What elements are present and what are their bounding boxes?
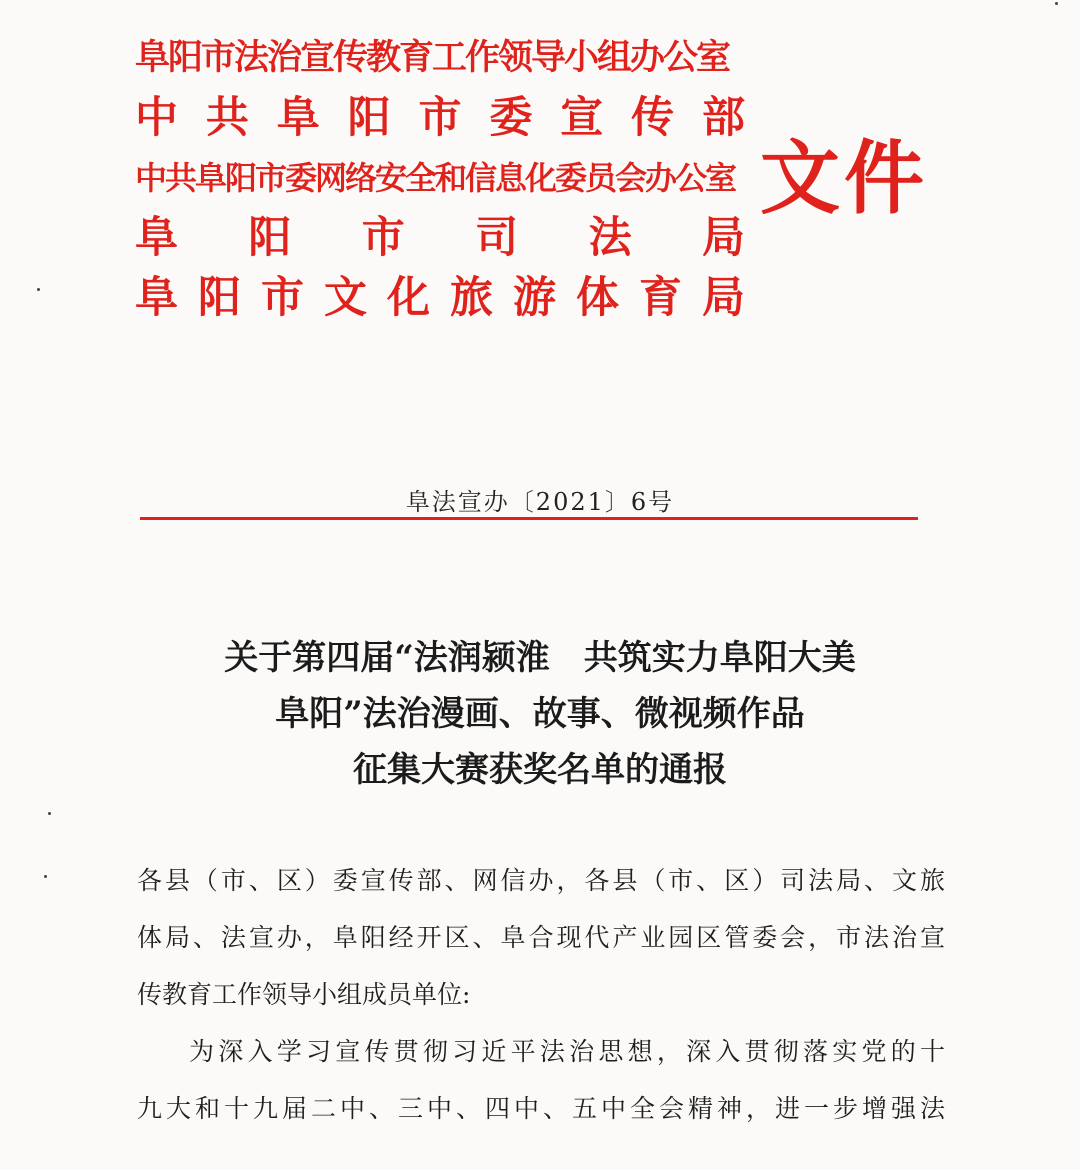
issuing-authorities <box>135 28 745 328</box>
body-line: 传教育工作领导小组成员单位: <box>137 980 471 1009</box>
issuer-propaganda-department: 中 共 阜 阳 市 委 宣 传 部 <box>135 93 745 143</box>
document-type-label: 文件 <box>760 131 928 225</box>
body-line: 为深入学习宣传贯彻习近平法治思想，深入贯彻落实党的十 <box>189 1037 945 1066</box>
title-line: 征集大赛获奖名单的通报 <box>353 750 727 790</box>
scan-speck <box>44 875 47 878</box>
scan-speck <box>37 288 40 291</box>
scan-speck <box>48 812 51 815</box>
issuer-justice-bureau: 阜 阳 市 司 法 局 <box>135 213 745 263</box>
title-line: 关于第四届“法润颍淮 共筑实力阜阳大美 <box>224 638 856 678</box>
document-number: 阜法宣办〔2021〕6号 <box>405 488 675 516</box>
body-line: 各县（市、区）委宣传部、网信办，各县（市、区）司法局、文旅 <box>137 866 945 895</box>
title-line: 阜阳”法治漫画、故事、微视频作品 <box>275 694 805 734</box>
issuer-cyberspace-office: 中共阜阳市委网络安全和信息化委员会办公室 <box>135 159 736 197</box>
issuer-legal-publicity-office: 阜阳市法治宣传教育工作领导小组办公室 <box>135 37 730 78</box>
body-line: 九大和十九届二中、三中、四中、五中全会精神，进一步增强法 <box>137 1094 945 1123</box>
document-title <box>130 630 950 798</box>
scan-speck <box>1055 2 1058 5</box>
body-line: 体局、法宣办，阜阳经开区、阜合现代产业园区管委会，市法治宣 <box>137 923 945 952</box>
issuer-culture-tourism-bureau: 阜 阳 市 文 化 旅 游 体 育 局 <box>135 273 745 323</box>
red-divider-line <box>140 517 918 520</box>
document-body <box>137 852 945 1137</box>
